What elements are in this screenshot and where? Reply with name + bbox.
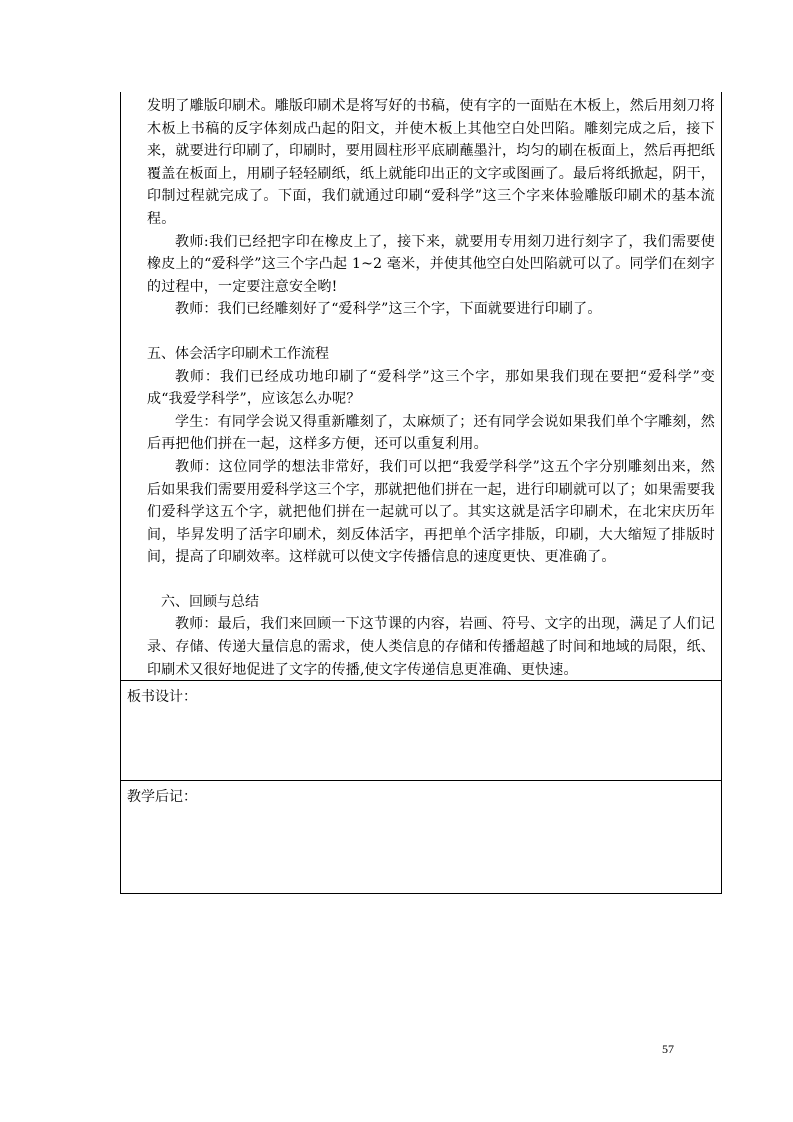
paragraph-teacher-question: 教师：我们已经成功地印刷了“爱科学”这三个字，那如果我们现在要把“爱科学”变成“我爱学科学”，应该怎么办呢？ [147, 368, 715, 408]
paragraph-summary: 教师：最后，我们来回顾一下这节课的内容，岩画、符号、文字的出现，满足了人们记录、存储、传递大量信息的需求，使人类信息的存储和传播超越了时间和地域的局限，纸、印刷术又很好地促进了文字的传播,使文字传递信息更准确、更快速。 [147, 616, 715, 678]
teaching-notes-label: 教学后记： [127, 789, 197, 805]
paragraph-printing: 教师：我们已经雕刻好了“爱科学”这三个字，下面就要进行印刷了。 [175, 301, 602, 318]
paragraph-movable-type: 教师：这位同学的想法非常好，我们可以把“我爱学科学”这五个字分别雕刻出来，然后如果我们需要用爱科学这三个字，那就把他们拼在一起，进行印刷就可以了；如果需要我们爱科学这五个字，就把他们拼在一起就可以了。其实这就是活字印刷术，在北宋庆历年间，毕昇发明了活字印刷术，刻反体活字，再把单个活字排版，印刷，大大缩短了排版时间，提高了印刷效率。这样就可以使文字传播信息的速度更快、更准确了。 [147, 458, 715, 566]
paragraph-carving: 教师:我们已经把字印在橡皮上了，接下来，就要用专用刻刀进行刻字了，我们需要使橡皮上的“爱科学”这三个字凸起 1~2 毫米，并使其他空白处凹陷就可以了。同学们在刻字的过程中，一定要注意安全哟! [147, 233, 715, 295]
lesson-table [120, 92, 722, 894]
section-6-title: 六、回顾与总结 [161, 593, 259, 610]
paragraph-student-answer: 学生：有同学会说又得重新雕刻了，太麻烦了；还有同学会说如果我们单个字雕刻，然后再把他们拼在一起，这样多方便，还可以重复利用。 [147, 413, 715, 453]
paragraph-woodblock-intro: 发明了雕版印刷术。雕版印刷术是将写好的书稿，使有字的一面贴在木板上，然后用刻刀将木板上书稿的反字体刻成凸起的阳文，并使木板上其他空白处凹陷。雕刻完成之后，接下来，就要进行印刷了，印刷时，要用圆柱形平底刷蘸墨汁，均匀的刷在板面上，然后再把纸覆盖在板面上，用刷子轻轻刷纸，纸上就能印出正的文字或图画了。最后将纸掀起，阴干，印制过程就完成了。下面，我们就通过印刷“爱科学”这三个字来体验雕版印刷术的基本流程。 [147, 98, 715, 227]
teaching-notes-cell [121, 781, 721, 893]
lesson-content-cell [121, 92, 721, 681]
board-design-cell [121, 681, 721, 781]
section-5-title: 五、体会活字印刷术工作流程 [147, 345, 329, 362]
board-design-label: 板书设计： [127, 689, 197, 705]
page-number: 57 [662, 1042, 674, 1056]
